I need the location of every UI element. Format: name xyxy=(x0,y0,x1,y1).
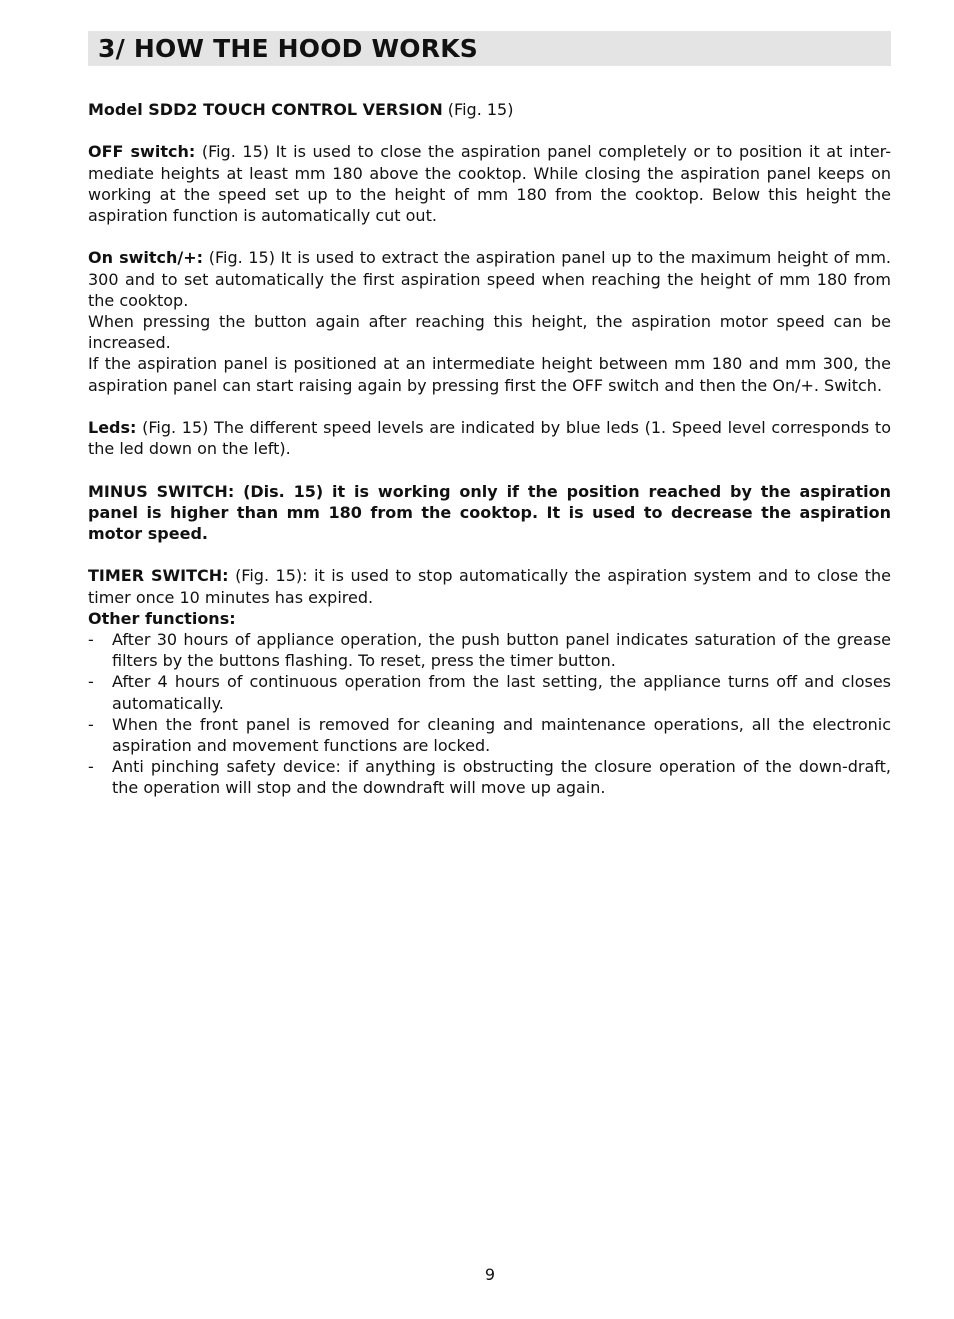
list-dash: - xyxy=(88,672,94,692)
timer-switch-label: TIMER SWITCH: xyxy=(88,566,229,586)
page-title: 3/ HOW THE HOOD WORKS xyxy=(98,34,478,63)
list-item-text: When the front panel is removed for cleaning and maintenance operations, all the electronic aspiration and movement functions are locked. xyxy=(112,714,891,756)
spacer xyxy=(88,396,891,417)
spacer xyxy=(88,544,891,565)
list-dash: - xyxy=(88,757,94,777)
on-switch-paragraph-2: When pressing the button again after reaching this height, the aspiration motor speed can be increased. xyxy=(88,312,891,353)
leds-text: (Fig. 15) The different speed levels are indicated by blue leds (1. Speed level corresponds to the led down on the left). xyxy=(88,418,891,459)
leds-label: Leds: xyxy=(88,418,137,437)
list-dash: - xyxy=(88,630,94,649)
list-item xyxy=(88,629,891,671)
page-number: 9 xyxy=(484,1265,496,1284)
off-switch-paragraph xyxy=(88,141,891,226)
model-label: Model SDD2 TOUCH CONTROL VERSION xyxy=(88,100,443,119)
minus-switch-paragraph: MINUS SWITCH: (Dis. 15) it is working only if the position reached by the aspiration panel is higher than mm 180 from the cooktop. It is used to decrease the aspiration motor speed. xyxy=(88,481,891,543)
list-dash: - xyxy=(88,714,94,734)
list-item-text: After 30 hours of appliance operation, the push button panel indicates saturation of the grease filters by the buttons flashing. To reset, press the timer button. xyxy=(112,630,891,671)
other-functions-heading: Other functions: xyxy=(88,608,236,628)
leds-paragraph xyxy=(88,417,891,459)
spacer xyxy=(88,459,891,480)
document-body xyxy=(88,99,891,799)
list-item xyxy=(88,714,891,756)
model-text: (Fig. 15) xyxy=(442,100,514,119)
other-functions-list xyxy=(88,629,891,799)
on-switch-label: On switch/+: xyxy=(88,248,204,268)
list-item-text: After 4 hours of continuous operation from the last setting, the appliance turns off and closes automatically. xyxy=(112,672,891,713)
spacer xyxy=(88,120,891,141)
list-item xyxy=(88,671,891,713)
timer-switch-text: (Fig. 15): it is used to stop automatically the aspiration system and to close the timer once 10 minutes has expired. xyxy=(88,566,891,607)
off-switch-text: (Fig. 15) It is used to close the aspiration panel completely or to position it at inter-mediate heights at least mm 180 above the cooktop. While closing the aspiration panel keeps on working at the speed set up to the height of mm 180 from the cooktop. Below this height the aspiration function is automatically cut out. xyxy=(88,142,891,225)
list-item-text: Anti pinching safety device: if anything is obstructing the closure operation of the down-draft, the operation will stop and the downdraft will move up again. xyxy=(112,757,891,798)
on-switch-paragraph-3: If the aspiration panel is positioned at an intermediate height between mm 180 and mm 300, the aspiration panel can start raising again by pressing first the OFF switch and then the On/+. Switch. xyxy=(88,354,891,395)
spacer xyxy=(88,226,891,247)
off-switch-label: OFF switch: xyxy=(88,142,196,162)
on-switch-text: (Fig. 15) It is used to extract the aspiration panel up to the maximum height of mm. 300 and to set automatically the first aspiration speed when reaching the height of mm 180 from the cooktop. xyxy=(88,248,892,310)
section-header-bar xyxy=(88,31,891,66)
model-paragraph xyxy=(88,99,891,120)
on-switch-paragraph xyxy=(88,247,891,311)
list-item xyxy=(88,756,891,798)
timer-switch-paragraph xyxy=(88,565,891,607)
